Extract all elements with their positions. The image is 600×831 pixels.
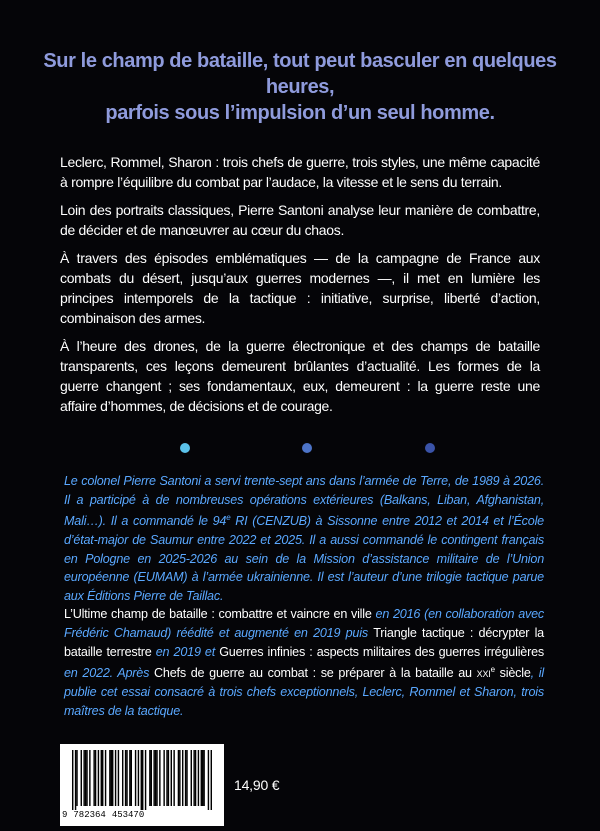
author-bio: [64, 472, 544, 720]
barcode-bar: [179, 750, 180, 806]
barcode-bar: [129, 750, 130, 806]
barcode-bar: [86, 750, 87, 806]
summary-paragraph-1: Leclerc, Rommel, Sharon : trois chefs de guerre, trois styles, une même capacité à rompre l’équilibre du combat par l’audace, la vitesse et le sens du terrain.: [60, 154, 540, 190]
book-title-4-century: xxi: [476, 666, 491, 681]
headline: [40, 48, 560, 126]
barcode-bar: [168, 750, 169, 806]
summary-paragraph-2: Loin des portraits classiques, Pierre Santoni analyse leur manière de combattre, de décider et de manœuvrer au cœur du chaos.: [60, 202, 540, 238]
barcode-bar: [182, 750, 183, 806]
barcode-bar: [115, 750, 116, 806]
divider-dot-2: [302, 443, 312, 453]
barcode-bar: [153, 750, 154, 806]
book-title-4-sup: e: [490, 665, 495, 675]
barcode-bar: [135, 750, 136, 806]
barcode-bar: [76, 750, 77, 806]
barcode-bar: [125, 750, 126, 806]
barcode-bar: [105, 750, 106, 806]
author-bio-paragraph-1: [64, 472, 544, 605]
barcode-bar: [202, 750, 203, 806]
book-title-4: [154, 666, 531, 680]
barcode-bar: [185, 750, 186, 806]
barcode-bar: [95, 750, 96, 806]
barcode-bar: [159, 750, 160, 806]
barcode-bar: [93, 750, 94, 806]
barcode-bar: [198, 750, 199, 806]
barcode-bar: [156, 750, 157, 806]
headline-line-2: parfois sous l’impulsion d’un seul homme.: [105, 102, 495, 124]
divider-dots: [0, 443, 600, 455]
barcode-bar: [126, 750, 127, 806]
barcode-digits: [62, 810, 222, 820]
barcode-bar: [83, 750, 84, 806]
book-title-2: Triangle tactique : décrypter la bataille terrestre: [64, 625, 544, 659]
barcode-bar: [191, 750, 192, 806]
book-title-4-end: siècle: [494, 666, 531, 681]
barcode-bar: [171, 750, 172, 806]
bio-text-2c: en 2022. Après: [64, 666, 155, 681]
barcode-bar: [72, 750, 73, 810]
barcode-bar: [203, 750, 204, 806]
barcode-bar: [163, 750, 164, 806]
bio-text-2a: en 2016 (en collaboration avec Frédéric Chamaud) réédité et augmenté en 2019 puis: [64, 607, 544, 640]
divider-dot-3: [425, 443, 435, 453]
bio-text-2b: en 2019 et: [151, 644, 220, 659]
headline-line-1: Sur le champ de bataille, tout peut basculer en quelques heures,: [43, 50, 557, 98]
summary: [60, 152, 540, 424]
barcode-bar: [208, 750, 209, 810]
barcode-bar: [131, 750, 132, 806]
barcode: [60, 744, 224, 826]
barcode-bar: [118, 750, 119, 806]
barcode-bar: [178, 750, 179, 806]
bio-text-1b: RI (CENZUB) à Sissonne entre 2012 et 2014 et l’École d’état-major de Saumur entre 2022 et 2025. Il a aussi commandé le contingent français en Pologne en 2025-2026 au sein de la Mission d’assistance militaire de l’Union européenne (EUMAM) à l’armée ukrainienne. Il est l’auteur d’une trilogie tactique parue aux Éditions Pierre de Taillac.: [64, 514, 544, 603]
summary-paragraph-3: À travers des épisodes emblématiques — de la campagne de France aux combats du désert, jusqu’aux guerres modernes —, il met en lumière les principes intemporels de la tactique : initiative, surprise, liberté d’action, combinaison des armes.: [60, 250, 540, 326]
barcode-bar: [101, 750, 102, 806]
barcode-digit-first: 9: [62, 810, 68, 820]
price: 14,90 €: [234, 777, 280, 793]
summary-paragraph-4: À l’heure des drones, de la guerre électronique et des champs de bataille transparents, ces leçons demeurent brûlantes d’actualité. Les formes de la guerre changent ; ses fondamentaux, eux, demeurent : la guerre reste une affaire d’hommes, de décisions et de courage.: [60, 338, 540, 414]
barcode-bar: [81, 750, 82, 806]
barcode-bar: [75, 750, 76, 810]
barcode-bar: [89, 750, 90, 806]
barcode-bars: [72, 750, 212, 810]
barcode-bar: [111, 750, 112, 806]
barcode-bar: [141, 750, 142, 810]
bio-text-2d: , il publie cet essai consacré à trois chefs exceptionnels, Leclerc, Rommel et Sharon, trois maîtres de la tactique.: [64, 666, 544, 718]
barcode-bar: [85, 750, 86, 806]
barcode-bar: [211, 750, 212, 810]
barcode-bar: [98, 750, 99, 806]
book-title-4-text: Chefs de guerre au combat : se préparer à la bataille au: [154, 666, 477, 681]
barcode-bar: [122, 750, 123, 806]
bio-sup-1: e: [226, 513, 231, 523]
barcode-bar: [195, 750, 196, 806]
barcode-bar: [155, 750, 156, 806]
author-bio-paragraph-2: [64, 605, 544, 720]
barcode-bar: [109, 750, 110, 806]
barcode-bar: [166, 750, 167, 806]
barcode-bar: [193, 750, 194, 806]
barcode-bar: [102, 750, 103, 806]
barcode-group-2: 453470: [111, 810, 145, 820]
barcode-bar: [186, 750, 187, 806]
barcode-bar: [142, 750, 143, 810]
barcode-bar: [151, 750, 152, 806]
barcode-group-1: 782364: [73, 810, 106, 820]
barcode-bar: [138, 750, 139, 806]
barcode-bar: [201, 750, 202, 806]
barcode-bar: [149, 750, 150, 806]
barcode-bar: [173, 750, 174, 806]
bio-text-1a: Le colonel Pierre Santoni a servi trente-sept ans dans l’armée de Terre, de 1989 à 2026. Il a participé à de nombreuses opérations extérieures (Balkans, Liban, Afghanistan, Mali…). Il a commandé le 94: [64, 474, 544, 529]
barcode-bar: [145, 750, 146, 810]
barcode-bar: [112, 750, 113, 806]
divider-dot-1: [180, 443, 190, 453]
book-title-3: Guerres infinies : aspects militaires des guerres irrégulières: [219, 644, 544, 659]
book-title-1: L’Ultime champ de bataille : combattre et vaincre en ville: [64, 607, 372, 622]
